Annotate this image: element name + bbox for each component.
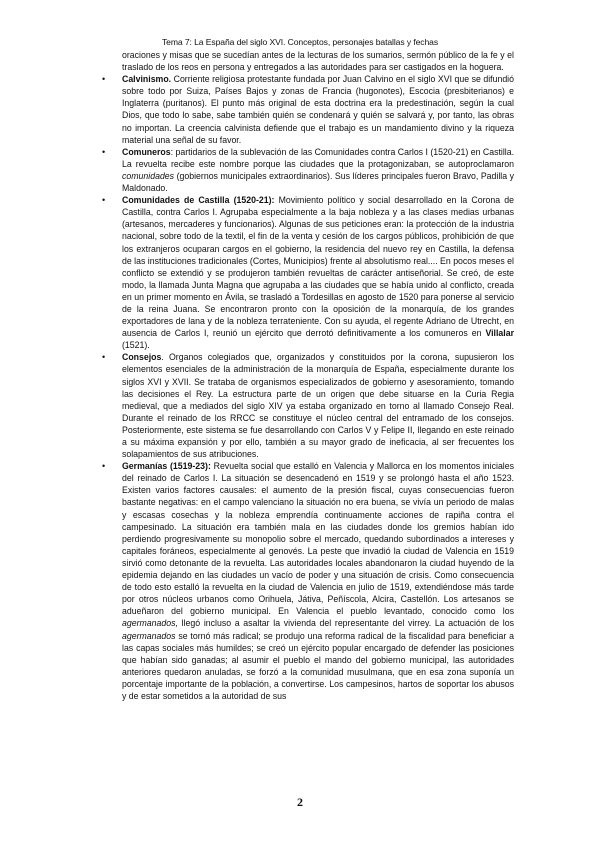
definition-comunidades-part1: Movimiento político y social desarrollado en la Corona de Castilla, contra Carlos I. Agrupaba especialmente a la baja nobleza y a las clases medias urbanas (artesanos, mercaderes y funcionarios). Algunas de sus peticiones eran: la protección de la industria nacional, sobre todo de la textil, el fin de la venta y cesión de los cargos públicos, prohibición de que los extranjeros ocuparan cargos en el gobierno, la residencia del nuevo rey en Castilla, la defensa de las instituciones tradicionales (Cortes, Municipios) frente al absolutismo real.... En pocos meses el conflicto se extendió y se produjeron también revueltas de carácter antiseñorial. Se creó, de este modo, la llamada Junta Magna que agrupaba a las ciudades que se había unido al conflicto, creada en un primer momento en Ávila, se trasladó a Tordesillas en agosto de 1520 para ponerse al servicio de la reina Juana. Se encontraron pronto con la oposición de la monarquía, de los grandes exportadores de lana y de la nobleza terrateniente. Con su ayuda, el regente Adriano de Utrecht, en ausencia de Carlos I, reunió un ejército que derrotó definitivamente a los comuneros en	[122, 195, 514, 339]
bullet-icon: •	[102, 74, 106, 85]
glossary-entry-calvinismo	[102, 73, 514, 146]
term-consejos: Consejos	[122, 352, 162, 363]
glossary-entry-comunidades	[102, 194, 514, 351]
definition-germanias-emphasis1: agermanados,	[122, 618, 178, 629]
term-calvinismo: Calvinismo.	[122, 74, 172, 85]
definition-germanias-part2: llegó incluso a asaltar la vivienda del representante del virrey. La actuación de los	[177, 618, 514, 629]
term-comunidades: Comunidades de Castilla (1520-21):	[122, 195, 275, 206]
bullet-icon: •	[102, 195, 106, 206]
definition-germanias-part3: se tornó más radical; se produjo una reforma radical de la fiscalidad para beneficiar a las capas sociales más humildes; se creó un ejército popular encargado de defender las posiciones que habían sido ganadas; al asumir el pueblo el mando del gobierno municipal, las autoridades anteriores quedaron anuladas, se forzó a la comunidad musulmana, que en esa zona suponía un porcentaje importante de la población, a convertirse. Los campesinos, hartos de soportar los abusos y de estar sometidos a la autoridad de sus	[122, 630, 514, 701]
definition-comunidades-part2: (1521).	[122, 340, 150, 351]
continuation-paragraph: oraciones y misas que se sucedían antes de la lecturas de los sumarios, sermón público de la fe y el traslado de los reos en persona y entregados a las autoridades para ser castigados en la hoguera.	[122, 50, 514, 73]
definition-germanias-part1: Revuelta social que estalló en Valencia y Mallorca en los momentos iniciales del reinado de Carlos I. La situación se desencadenó en 1519 y se prolongó hasta el año 1523. Existen varios factores causales: el aumento de la presión fiscal, cuyas consecuencias fueron bastante negativas: en el campo valenciano la situación no era buena, se vivía un periodo de malas y escasas cosechas y la nobleza emprendía continuamente acciones de rapiña contra el campesinado. La situación era también mala en las ciudades donde los gremios habían ido perdiendo progresivamente su monopolio sobre el mercado, quedando subordinados a intereses y capitales foráneos, especialmente al genovés. La peste que invadió la ciudad de Valencia en 1519 sirvió como detonante de la revuelta. Las autoridades locales abandonaron la ciudad huyendo de la epidemia dejando en las ciudades un vacío de poder y una situación de crisis. Como consecuencia de todo esto estalló la revuelta en la ciudad de Valencia en julio de 1519, extendiéndose más tarde por otros núcleos urbanos como Orihuela, Játiva, Peñíscola, Alcira, Castellón. Los artesanos se adueñaron del gobierno municipal. En Valencia el pueblo levantado, conocido como los	[122, 461, 514, 617]
glossary-entry-germanias	[102, 460, 514, 702]
definition-germanias-emphasis2: agermanados	[122, 630, 176, 641]
body-text	[102, 49, 515, 702]
running-header: Tema 7: La España del siglo XVI. Conceptos, personajes batallas y fechas	[161, 37, 439, 47]
bullet-icon: •	[102, 352, 106, 363]
glossary-entry-comuneros	[102, 146, 515, 194]
page-number: 2	[297, 795, 303, 809]
definition-comuneros-part2: (gobiernos municipales extraordinarios). Sus líderes principales fueron Bravo, Padilla y Maldonado.	[122, 170, 514, 194]
definition-comunidades-strong: Villalar	[485, 328, 514, 339]
glossary-list	[102, 73, 515, 702]
definition-comuneros-part1: : partidarios de la sublevación de las Comunidades contra Carlos I (1520-21) en Castilla. La revuelta recibe este nombre porque las ciudades que la protagonizaban, se autoproclamaron	[122, 146, 515, 169]
bullet-icon: •	[102, 461, 106, 472]
definition-comuneros-emphasis: comunidades	[122, 170, 175, 181]
glossary-entry-consejos	[102, 351, 514, 460]
bullet-icon: •	[102, 146, 106, 157]
definition-consejos: . Organos colegiados que, organizados y constituidos por la corona, supusieron los elementos esenciales de la administración de la monarquía de España, especialmente durante los siglos XVI y XVII. Se trataba de organismos especializados de gobierno y asesoramiento, tomando las decisiones el Rey. La estructura parte de un origen que debe situarse en la Curia Regia medieval, que a mediados del siglo XIV ya estaba organizado en torno al llamado Consejo Real. Durante el reinado de los RRCC se constituye el núcleo central del entramado de los consejos. Posteriormente, este sistema se fue desarrollando con Carlos V y Felipe II, llegando en este reinado a su máxima expansión y por ello, también a su mayor grado de ineficacia, al ser frecuentes los solapamientos de sus atribuciones.	[122, 352, 514, 460]
term-germanias: Germanías (1519-23):	[122, 461, 211, 472]
term-comuneros: Comuneros	[122, 146, 171, 157]
definition-calvinismo: Corriente religiosa protestante fundada por Juan Calvino en el siglo XVI que se difundió sobre todo por Suiza, Países Bajos y zonas de Francia (hugonotes), Escocia (presbiterianos) e Inglaterra (puritanos). El punto más original de esta doctrina era la predestinación, según la cual Dios, que todo lo sabe, sabe también quién se condenará y quién se salvará y, por tanto, las obras no importan. La creencia calvinista defiende que el trabajo es un mandamiento divino y la riqueza material una señal de su favor.	[122, 74, 514, 145]
